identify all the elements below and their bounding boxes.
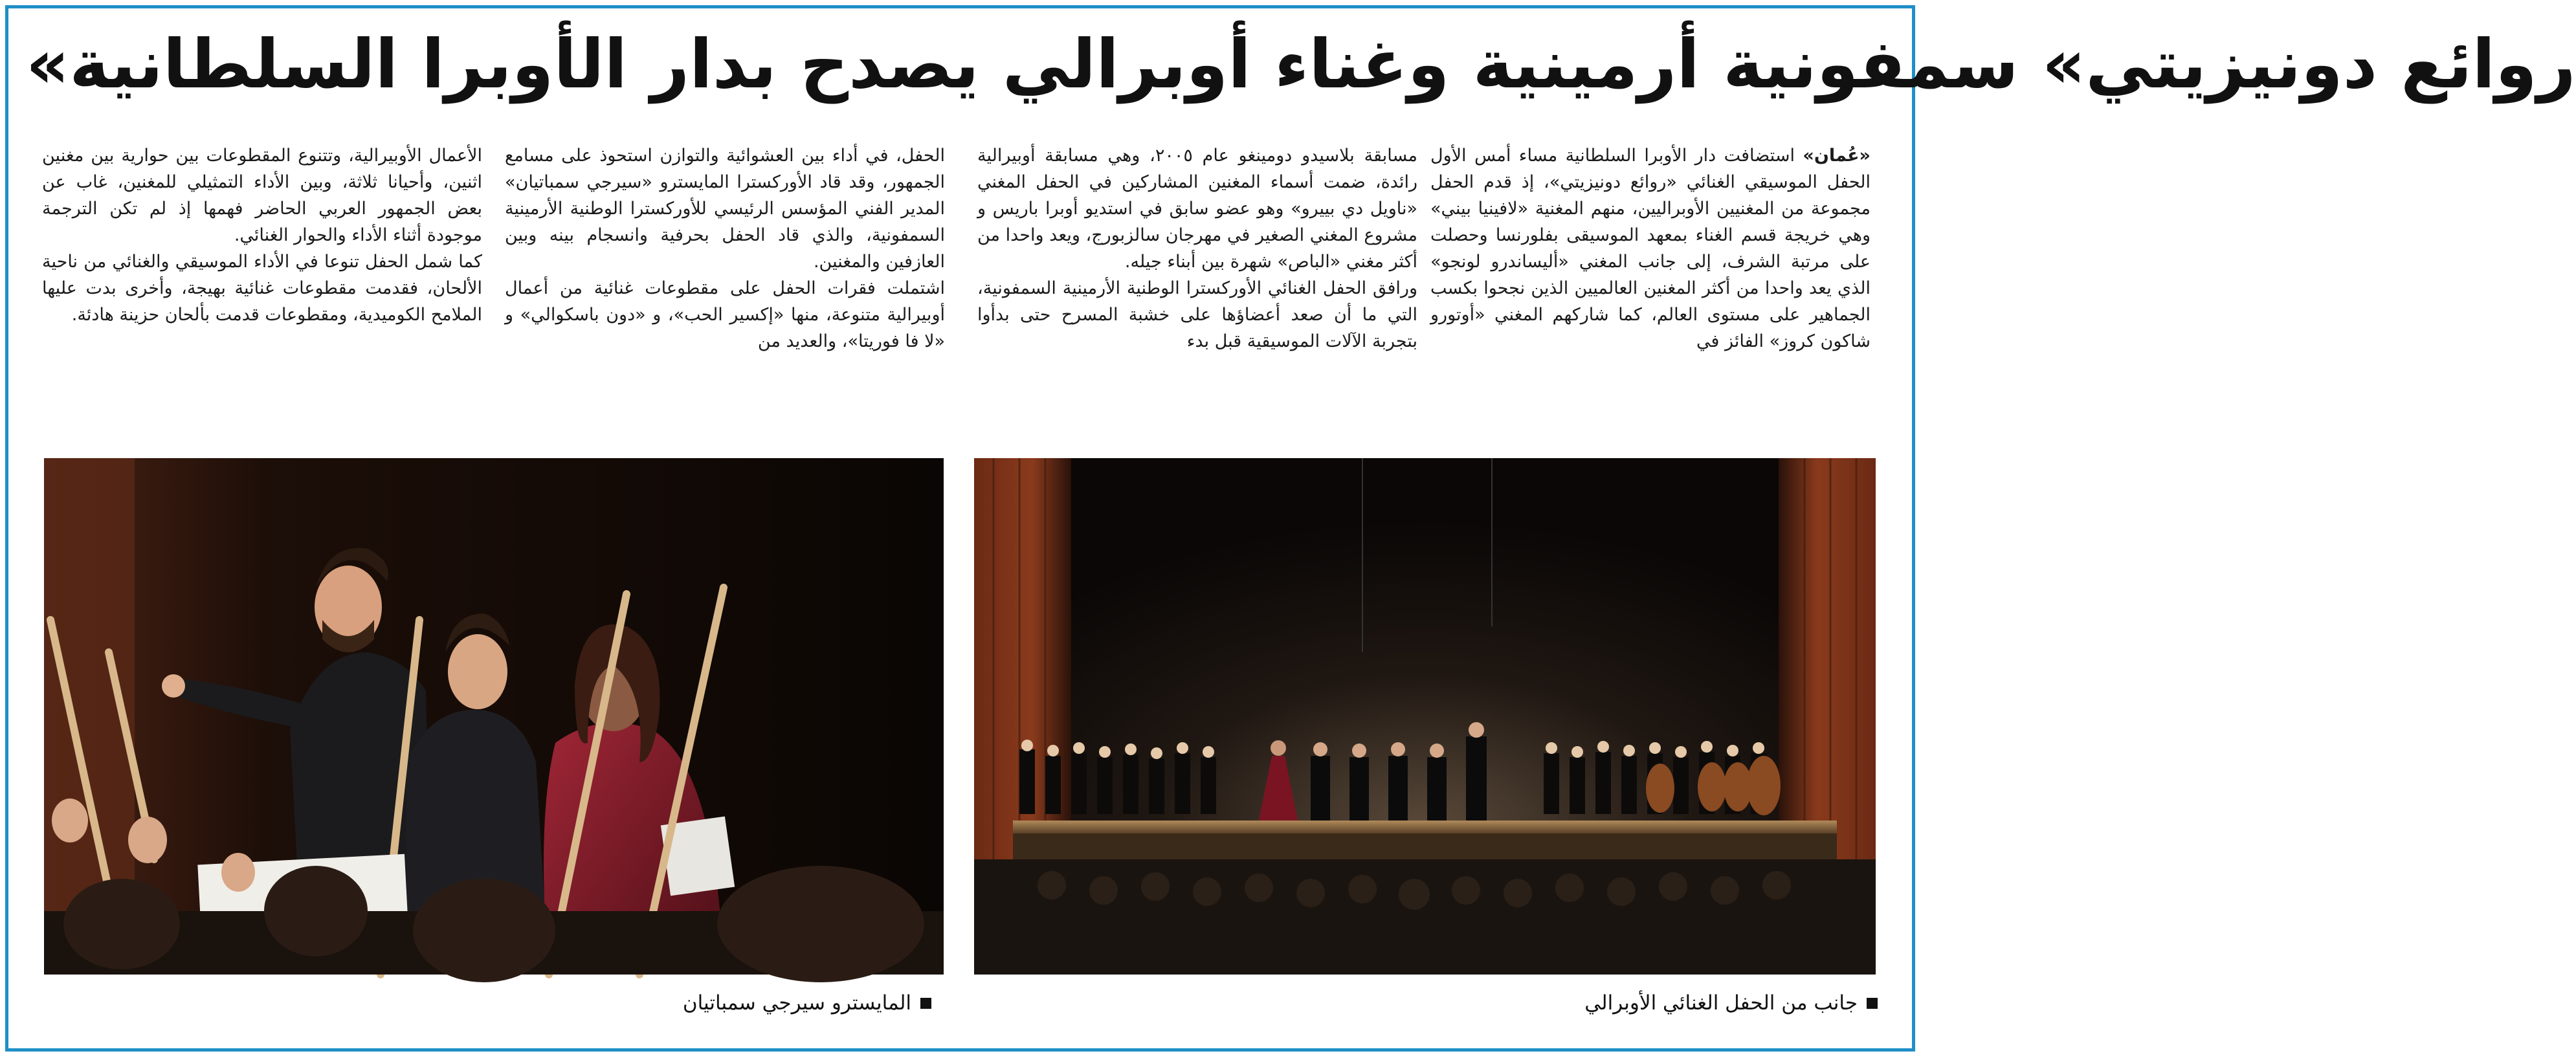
article-column-3 [505,142,945,459]
paragraph-text: استضافت دار الأوبرا السلطانية مساء أمس الأول الحفل الموسيقي الغنائي «روائع دونيزيتي»، إذ قدم الحفل مجموعة من المغنيين الأوبراليين، منهم المغنية «لافينيا بيني» وهي خريجة قسم الغناء بمعهد الموسيقى بفلورنسا وحصلت على مرتبة الشرف، إلى جانب المغني «أليساندرو لونجو» الذي يعد واحدا من أكثر المغنين العالميين الذين نجحوا بكسب الجماهير على مستوى العالم، كما شاركهم المغني «أوتورو شاكون كروز» الفائز في [1430,146,1871,351]
article-paragraph: مسابقة بلاسيدو دومينغو عام ٢٠٠٥، وهي مسابقة أوبيرالية رائدة، ضمت أسماء المغنين المشاركين في الحفل المغني «ناويل دي بييرو» وهو عضو سابق في استديو أوبرا باريس و مشروع المغني الصغير في مهرجان سالزبورج، ويعد واحدا من أكثر مغني «الباص» شهرة بين أبناء جيله. [977,146,1417,272]
headline: «روائع دونيزيتي» سمفونية أرمينية وغناء أوبرالي يصدح بدار الأوبرا السلطانية [26,25,2576,104]
dateline: «عُمان» [1803,146,1871,166]
article-paragraph [1430,142,1871,355]
caption-bullet-icon [1867,998,1878,1009]
caption-conductor [683,984,931,1022]
article-paragraph: ورافق الحفل الغنائي الأوركسترا الوطنية الأرمينية السمفونية، التي ما أن صعد أعضاؤها على خشبة المسرح حتى بدأوا بتجربة الآلات الموسيقية قبل بدء [977,278,1417,351]
article-column-2 [977,142,1417,459]
caption-text: المايسترو سيرجي سمباتيان [682,991,911,1015]
article-paragraph: اشتملت فقرات الحفل على مقطوعات غنائية من أعمال أوبيرالية متنوعة، منها «إكسير الحب»، و «دون باسكوالي» و «لا فا فوريتا»، والعديد من [505,278,945,351]
article-column-1 [1430,142,1871,459]
photo-orchestra-stage [974,458,1876,975]
photo-conductor-singers [44,458,944,975]
article-paragraph: الأعمال الأوبيرالية، وتتنوع المقطوعات بين حوارية بين مغنين اثنين، وأحيانا ثلاثة، وبين الأداء التمثيلي للمغنين، غاب عن بعض الجمهور العربي الحاضر فهمها إذ لم تكن الترجمة موجودة أثناء الأداء والحوار الغنائي. [42,146,482,245]
caption-text: جانب من الحفل الغنائي الأوبرالي [1584,991,1858,1015]
caption-bullet-icon [920,998,931,1009]
article-paragraph: كما شمل الحفل تنوعا في الأداء الموسيقي والغنائي من ناحية الألحان، فقدمت مقطوعات غنائية بهيجة، وأخرى بدت عليها الملامح الكوميدية، ومقطوعات قدمت بألحان حزينة هادئة. [42,252,482,325]
article-paragraph: الحفل، في أداء بين العشوائية والتوازن استحوذ على مسامع الجمهور، وقد قاد الأوركسترا المايسترو «سيرجي سمباتيان» المدير الفني المؤسس الرئيسي للأوركسترا الوطنية الأرمينية السمفونية، والذي قاد الحفل بحرفية وانسجام بينه وبين العازفين والمغنين. [505,146,945,272]
article-column-4 [42,142,482,459]
caption-orchestra [1584,984,1878,1022]
